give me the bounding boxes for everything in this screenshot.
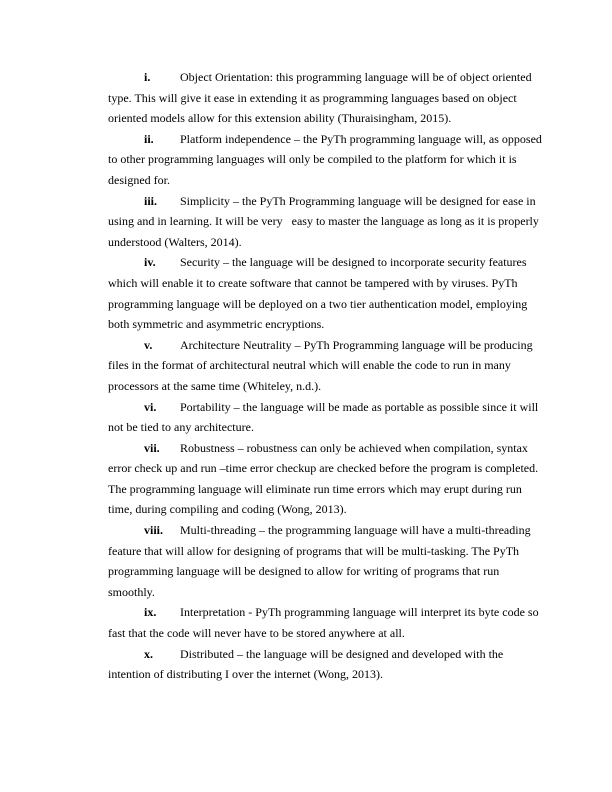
list-item-vii (108, 438, 544, 520)
list-item-i (108, 67, 544, 129)
list-item-iii (108, 191, 544, 253)
item-text: Architecture Neutrality – PyTh Programming language will be producing files in the format of architectural neutral which will enable the code to run in many processors at the same time (Whiteley, n.d.). (108, 337, 533, 393)
item-text: Multi-threading – the programming language will have a multi-threading feature that will allow for designing of programs that will be multi-tasking. The PyTh programming language will be designed to allow for writing of programs that run smoothly. (108, 523, 531, 599)
item-number: iv. (144, 255, 156, 270)
item-number: vii. (144, 440, 160, 455)
item-number: ii. (144, 131, 154, 146)
list-item-viii (108, 520, 544, 602)
list-item-iv (108, 252, 544, 334)
item-number: ix. (144, 605, 157, 620)
item-number: iii. (144, 193, 158, 208)
list-item-vi (108, 397, 544, 438)
list-item-v (108, 335, 544, 397)
item-number: v. (144, 337, 153, 352)
item-number: x. (144, 646, 153, 661)
item-text: Object Orientation: this programming language will be of object oriented type. This will give it ease in extending it as programming languages based on object oriented models allow for this extension ability (Thuraisingham, 2015). (108, 70, 532, 126)
list-item-ii (108, 129, 544, 191)
item-text: Distributed – the language will be designed and developed with the intention of distributing I over the internet (Wong, 2013). (108, 646, 504, 682)
list-item-x (108, 644, 544, 685)
item-number: viii. (144, 523, 164, 538)
item-number: i. (144, 70, 151, 84)
item-text: Interpretation - PyTh programming language will interpret its byte code so fast that the code will never have to be stored anywhere at all. (108, 605, 539, 641)
item-text: Security – the language will be designed to incorporate security features which will enable it to create software that cannot be tampered with by viruses. PyTh programming language will be deployed on a two tier authentication model, employing both symmetric and asymmetric encryptions. (108, 255, 528, 332)
item-text: Simplicity – the PyTh Programming language will be designed for ease in using and in learning. It will be very easy to master the language as long as it is properly understood (Walters, 2014). (108, 193, 542, 249)
item-text: Platform independence – the PyTh programming language will, as opposed to other programming languages will only be compiled to the platform for which it is designed for. (108, 131, 542, 187)
list-item-ix (108, 602, 544, 643)
item-number: vi. (144, 399, 157, 414)
numbered-list (108, 67, 544, 685)
item-text: Portability – the language will be made as portable as possible since it will not be tied to any architecture. (108, 399, 539, 435)
item-text: Robustness – robustness can only be achieved when compilation, syntax error check up and run –time error checkup are checked before the program is completed. The programming language will eliminate run time errors which may erupt during run time, during compiling and coding (Wong, 2013). (108, 440, 539, 517)
